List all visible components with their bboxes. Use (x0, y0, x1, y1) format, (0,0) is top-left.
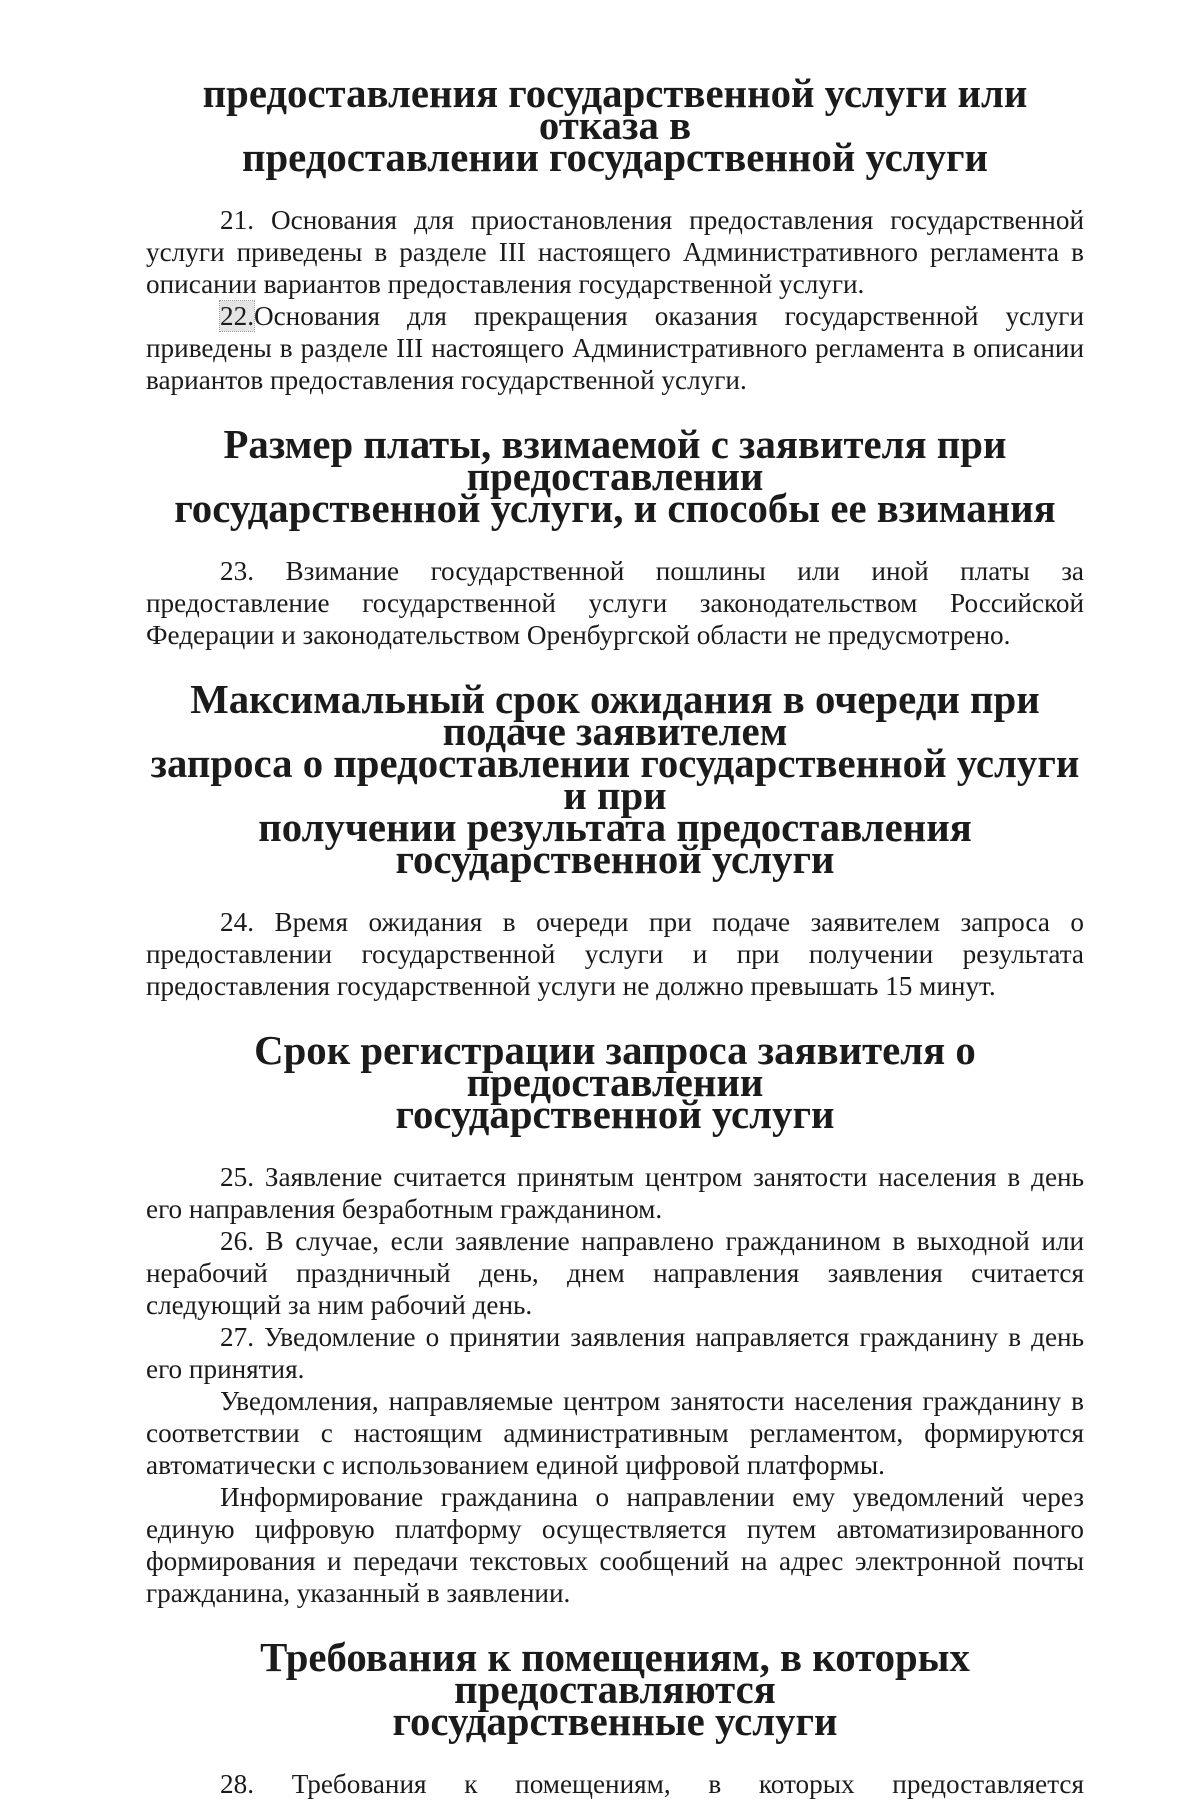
section-heading-fee (146, 422, 1084, 531)
heading-line: государственные услуги (392, 1699, 838, 1744)
paragraph-text: В случае, если заявление направлено гражданином в выходной или нерабочий праздничный день, днем направления заявления считается следующий за ним рабочий день. (146, 1226, 1085, 1320)
document-page (146, 71, 1085, 1800)
paragraph-number: 22. (220, 301, 254, 331)
paragraph-text: Основания для прекращения оказания государственной услуги приведены в разделе III настоящего Административного регламента в описании вариантов предоставления государственной услуги. (146, 301, 1084, 395)
paragraph-text: Требования к помещениям, в которых предоставляется (291, 1769, 1084, 1799)
heading-line: государственной услуги, и способы ее взимания (174, 486, 1056, 531)
paragraph-28 (146, 1768, 1084, 1800)
paragraph-number: 23. (220, 556, 254, 586)
section-heading-premises (146, 1635, 1084, 1744)
paragraph-26 (146, 1225, 1084, 1321)
paragraph-number: 24. (220, 907, 254, 937)
paragraph-27-notifications (146, 1385, 1084, 1481)
paragraph-24 (146, 906, 1084, 1002)
paragraph-text: Уведомление о принятии заявления направляется гражданину в день его принятия. (146, 1322, 1084, 1384)
heading-line: Максимальный срок ожидания в очереди при подаче заявителем (190, 677, 1040, 754)
heading-line: Требования к помещениям, в которых предоставляются (260, 1635, 970, 1712)
paragraph-text: Уведомления, направляемые центром занятости населения гражданину в соответствии с настоящим административным регламентом, формируются автоматически с использованием единой цифровой платформы. (146, 1386, 1084, 1480)
heading-line: запроса о предоставлении государственной услуги и при (150, 741, 1080, 818)
heading-line: предоставлении государственной услуги (241, 135, 989, 180)
heading-line: Срок регистрации запроса заявителя о предоставлении (254, 1028, 976, 1105)
section-heading-refusal (146, 71, 1084, 180)
heading-line: предоставления государственной услуги или отказа в (202, 71, 1028, 148)
paragraph-27 (146, 1321, 1084, 1385)
paragraph-text: Основания для приостановления предоставления государственной услуги приведены в разделе III настоящего Административного регламента в описании вариантов предоставления государственной услуги. (146, 205, 1084, 299)
paragraph-21 (146, 204, 1084, 300)
paragraph-number: 21. (220, 205, 254, 235)
paragraph-22 (146, 300, 1084, 396)
paragraph-number: 25. (220, 1162, 254, 1192)
paragraph-text: Информирование гражданина о направлении ему уведомлений через единую цифровую платформу осуществляется путем автоматизированного формирования и передачи текстовых сообщений на адрес электронной почты гражданина, указанный в заявлении. (146, 1482, 1084, 1608)
paragraph-text: Время ожидания в очереди при подаче заявителем запроса о предоставлении государственной услуги и при получении результата предоставления государственной услуги не должно превышать 15 минут. (146, 907, 1084, 1001)
section-heading-registration (146, 1028, 1084, 1137)
heading-line: Размер платы, взимаемой с заявителя при предоставлении (223, 422, 1007, 499)
paragraph-23 (146, 555, 1084, 651)
paragraph-25 (146, 1161, 1084, 1225)
paragraph-number: 28. (220, 1769, 254, 1799)
paragraph-number: 26. (220, 1226, 254, 1256)
paragraph-27-informing (146, 1481, 1084, 1609)
heading-line: получении результата предоставления государственной услуги (258, 805, 972, 882)
section-heading-queue (146, 677, 1084, 882)
heading-line: государственной услуги (395, 1092, 835, 1137)
paragraph-text: Взимание государственной пошлины или иной платы за предоставление государственной услуги законодательством Российской Федерации и законодательством Оренбургской области не предусмотрено. (146, 556, 1085, 650)
paragraph-number: 27. (220, 1322, 254, 1352)
paragraph-text: Заявление считается принятым центром занятости населения в день его направления безработным гражданином. (146, 1162, 1085, 1224)
